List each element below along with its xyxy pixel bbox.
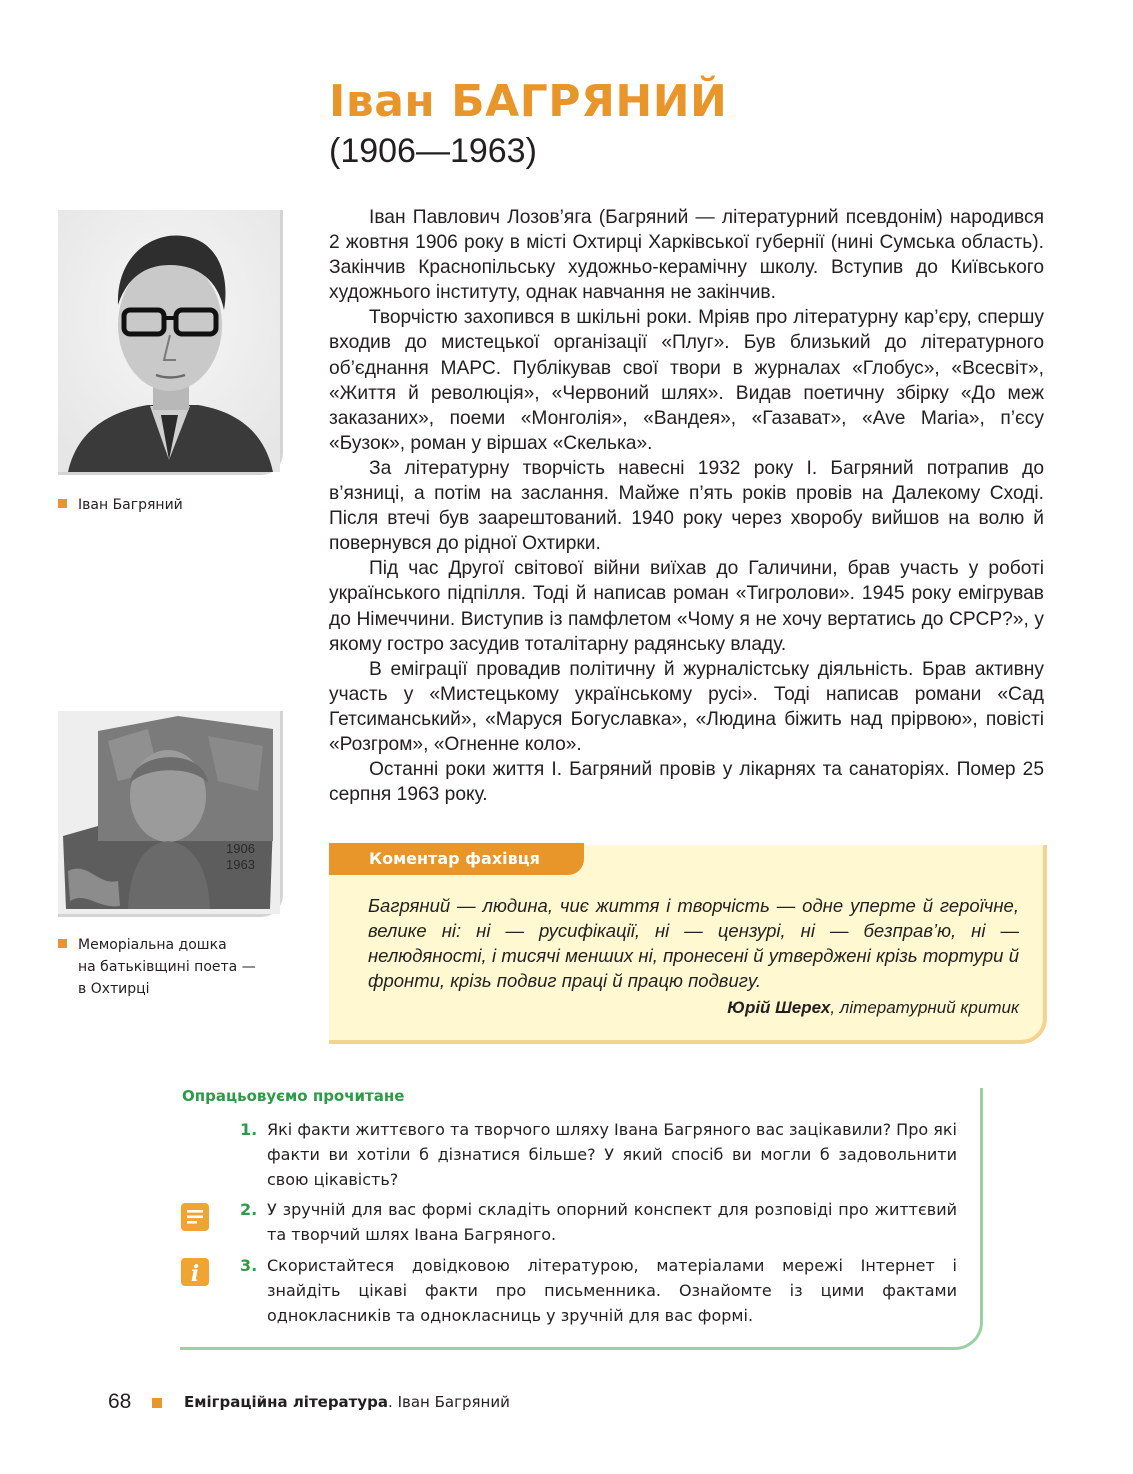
portrait-photo — [58, 210, 280, 472]
plaque-year-death: 1963 — [226, 857, 255, 872]
author-role: , літературний критик — [830, 998, 1019, 1017]
author-name: Юрій Шерех — [727, 998, 831, 1017]
biography-paragraph: В еміграції провадив політичну й журналістську діяльність. Брав активну участь у «Мистецькому українському русі». Тоді написав романи «Сад Гетсиманський», «Маруся Богуславка», «Людина біжить над прірвою», повісті «Розгром», «Огненне коло». — [329, 658, 1044, 755]
footer-separator: . — [388, 1393, 393, 1411]
footer-section: Еміграційна література — [184, 1393, 389, 1411]
expert-comment-header: Коментар фахівця — [329, 843, 584, 875]
page-title: Іван БАГРЯНИЙ — [329, 76, 728, 127]
task-item — [240, 1197, 957, 1247]
biography-paragraph: Під час Другої світової війни виїхав до Галичини, брав участь у роботі українського підпілля. Тоді й написав роман «Тигролови». 1945 року емігрував до Німеччини. Виступив із памфлетом «Чому я не хочу вертатись до СРСР?», у якому гостро засудив тоталітарну радянську владу. — [329, 558, 1044, 655]
plaque-caption: Меморіальна дошка на батьківщині поета — в Охтирці — [58, 934, 256, 1000]
info-glyph: i — [190, 1261, 200, 1286]
memorial-plaque-photo — [58, 711, 280, 914]
expert-comment-quote: Багряний — людина, чиє життя і творчість — одне уперте й героїчне, велике ні: ні — русифікації, ні — цензурі, ні — безправ’ю, ні — нелюдяності, і тисячі менших ні, пронесені й утверджені крізь тортури й фронти, крізь подвиг праці й працю подвигу. — [368, 895, 1019, 991]
page-number: 68 — [108, 1390, 132, 1413]
notes-icon — [181, 1203, 209, 1231]
biography-paragraph: Останні роки життя І. Багряний провів у лікарнях та санаторіях. Помер 25 серпня 1963 року. — [329, 759, 1044, 806]
life-years: (1906—1963) — [329, 132, 537, 170]
biography-paragraph: За літературну творчість навесні 1932 року І. Багряний потрапив до в’язниці, а потім на заслання. Майже п’ять років провів на Далекому Сході. Після втечі був заарештований. 1940 року через хворобу вийшов на волю й повернувся до рідної Охтирки. — [329, 457, 1044, 555]
task-number: 1. — [240, 1120, 258, 1139]
task-item — [240, 1253, 957, 1328]
tasks-title: Опрацьовуємо прочитане — [182, 1087, 405, 1105]
biography-paragraph: Іван Павлович Лозов’яга (Багряний — літературний псевдонім) народився 2 жовтня 1906 року в місті Охтирці Харківської губернії (нині Сумська область). Закінчив Краснопільську художньо-керамічну школу. Вступив до Київського художнього інституту, однак навчання не закінчив. — [329, 207, 1044, 304]
plaque-illustration — [58, 711, 280, 914]
caption-bullet — [58, 939, 67, 948]
task-item — [240, 1117, 957, 1192]
biography-paragraph: Творчістю захопився в шкільні роки. Мріяв про літературну кар’єру, спершу входив до мистецької організації «Плуг». Був близький до літературного об’єднання МАРС. Публікував свої твори в журналах «Глобус», «Всесвіт», «Життя й революція», «Червоний шлях». Видав поетичну збірку «До меж заказаних», поеми «Монголія», «Вандея», «Газават», «Ave Maria», п’єсу «Бузок», роман у віршах «Скелька». — [329, 307, 1044, 454]
footer-bullet — [152, 1398, 162, 1408]
task-text: У зручній для вас формі складіть опорний конспект для розповіді про життєвий та творчий шлях Івана Багряного. — [267, 1200, 957, 1244]
caption-bullet — [58, 499, 67, 508]
expert-comment-author — [368, 998, 1019, 1018]
info-icon — [181, 1258, 209, 1286]
portrait-illustration — [58, 210, 280, 472]
task-number: 3. — [240, 1256, 258, 1275]
running-footer — [184, 1393, 510, 1411]
task-number: 2. — [240, 1200, 258, 1219]
biography-text — [329, 205, 1044, 807]
portrait-caption: Іван Багряний — [58, 494, 183, 516]
task-text: Скористайтеся довідковою літературою, матеріалами мережі Інтернет і знайдіть цікаві факти про письменника. Ознайомте із цими фактами однокласників та однокласниць у зручній для вас формі. — [267, 1256, 957, 1325]
task-text: Які факти життєвого та творчого шляху Івана Багряного вас зацікавили? Про які факти ви хотіли б дізнатися більше? У який спосіб ви могли б задовольнити свою цікавість? — [267, 1120, 957, 1189]
plaque-year-birth: 1906 — [226, 841, 255, 856]
footer-author: Іван Багряний — [397, 1393, 510, 1411]
